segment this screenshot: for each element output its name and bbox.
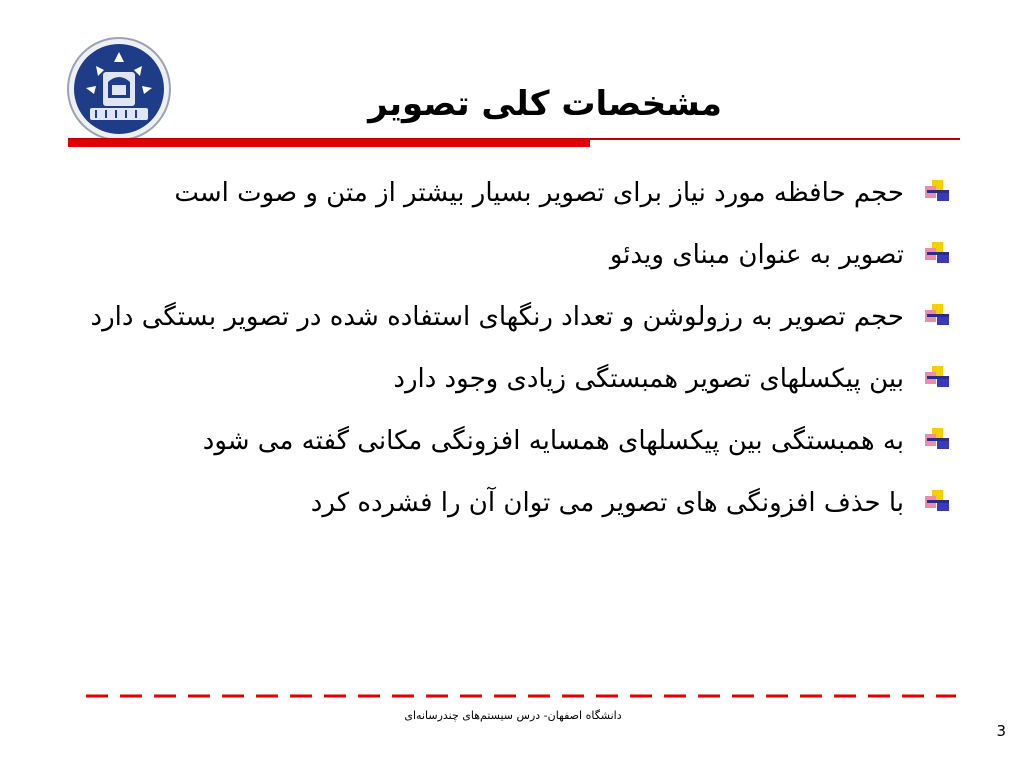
- bullet-squares-icon: [924, 428, 950, 452]
- bullet-text: حجم حافظه مورد نیاز برای تصویر بسیار بیشتر از متن و صوت است: [174, 178, 904, 208]
- bullet-item: [80, 168, 960, 218]
- bullet-squares-icon: [924, 304, 950, 328]
- bullet-item: [80, 292, 960, 342]
- bullet-text: با حذف افزونگی های تصویر می توان آن را فشرده کرد: [310, 488, 904, 518]
- footer-text: دانشگاه اصفهان- درس سیستم‌های چندرسانه‌ای: [404, 709, 622, 722]
- bullet-item: [80, 230, 960, 280]
- bullet-text: بین پیکسلهای تصویر همبستگی زیادی وجود دارد: [393, 364, 904, 394]
- bullet-text: حجم تصویر به رزولوشن و تعداد رنگهای استفاده شده در تصویر بستگی دارد: [90, 302, 904, 332]
- bullet-squares-icon: [924, 242, 950, 266]
- slide-title: مشخصات کلی تصویر: [368, 84, 722, 124]
- bullet-list: [80, 168, 960, 540]
- bullet-squares-icon: [924, 490, 950, 514]
- bullet-item: [80, 354, 960, 404]
- university-logo-icon: [66, 36, 172, 142]
- title-underline-accent: [68, 139, 590, 147]
- footer-divider: [86, 694, 956, 698]
- page-number: 3: [996, 722, 1006, 740]
- bullet-text: به همبستگی بین پیکسلهای همسایه افزونگی مکانی گفته می شود: [202, 426, 904, 456]
- bullet-squares-icon: [924, 180, 950, 204]
- bullet-item: [80, 416, 960, 466]
- bullet-text: تصویر به عنوان مبنای ویدئو: [609, 240, 904, 270]
- bullet-item: [80, 478, 960, 528]
- bullet-squares-icon: [924, 366, 950, 390]
